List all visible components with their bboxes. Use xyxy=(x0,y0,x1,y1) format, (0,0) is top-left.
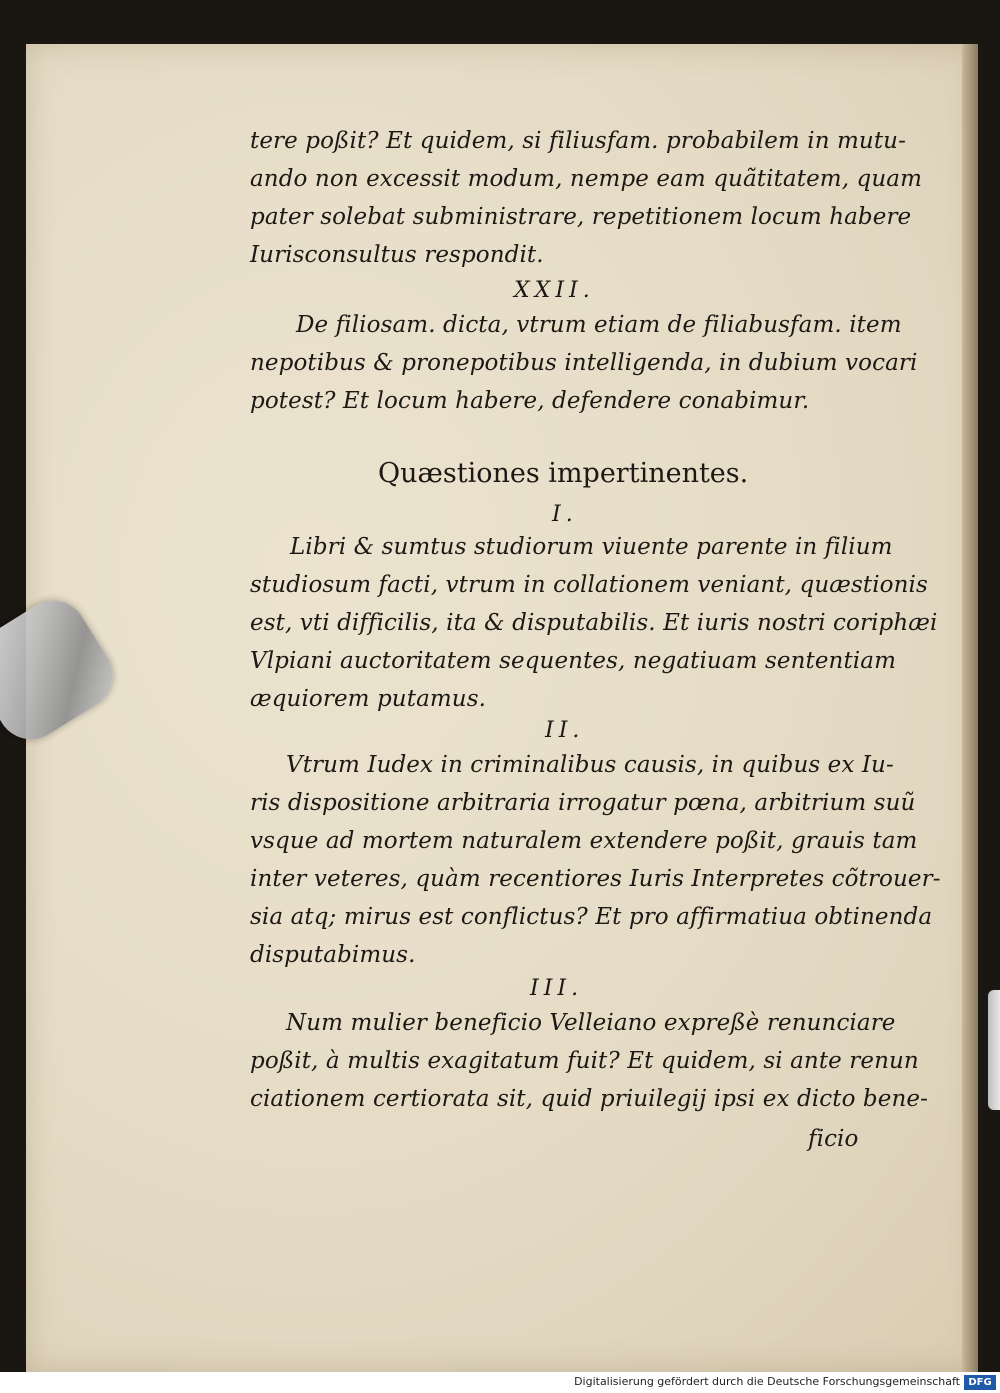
text-line: nepotibus & pronepotibus intelligenda, in dubium vocari xyxy=(250,350,918,376)
funding-note: Digitalisierung gefördert durch die Deutsche Forschungsgemeinschaft xyxy=(574,1375,960,1388)
text-line: Iurisconsultus respondit. xyxy=(250,242,544,268)
text-line: De filiosam. dicta, vtrum etiam de filiabusfam. item xyxy=(296,312,902,338)
text-line: est, vti difficilis, ita & disputabilis. Et iuris nostri coriphæi xyxy=(250,610,938,636)
question-numeral: III. xyxy=(530,976,584,1001)
text-line: vsque ad mortem naturalem extendere poßit, grauis tam xyxy=(250,828,918,854)
text-line: pater solebat subministrare, repetitionem locum habere xyxy=(250,204,912,230)
text-line: potest? Et locum habere, defendere conabimur. xyxy=(250,388,810,414)
section-numeral: XXII. xyxy=(514,278,595,303)
text-line: ciationem certiorata sit, quid priuilegij ipsi ex dicto bene- xyxy=(250,1086,928,1112)
question-numeral: II. xyxy=(545,718,585,743)
text-line: disputabimus. xyxy=(250,942,416,968)
footer-bar xyxy=(0,1372,1000,1393)
text-line: poßit, à multis exagitatum fuit? Et quidem, si ante renun xyxy=(250,1048,919,1074)
page-clip-right xyxy=(988,990,1000,1110)
text-line: æquiorem putamus. xyxy=(250,686,487,712)
text-line: inter veteres, quàm recentiores Iuris Interpretes cõtrouer- xyxy=(250,866,941,892)
text-line: ris dispositione arbitraria irrogatur pœna, arbitrium suũ xyxy=(250,790,916,816)
page-edge xyxy=(962,44,978,1372)
text-line: Vtrum Iudex in criminalibus causis, in quibus ex Iu- xyxy=(286,752,894,778)
text-line: studiosum facti, vtrum in collationem veniant, quæstionis xyxy=(250,572,928,598)
text-line: tere poßit? Et quidem, si filiusfam. probabilem in mutu- xyxy=(250,128,906,154)
text-line: Vlpiani auctoritatem sequentes, negatiuam sententiam xyxy=(250,648,896,674)
page-heading: Quæstiones impertinentes. xyxy=(378,458,749,489)
text-line: Num mulier beneficio Velleiano expreßè renunciare xyxy=(286,1010,896,1036)
text-line: sia atq; mirus est conflictus? Et pro affirmatiua obtinenda xyxy=(250,904,933,930)
catchword: ficio xyxy=(808,1126,859,1152)
question-numeral: I. xyxy=(552,502,578,527)
dfg-logo: DFG xyxy=(964,1375,996,1390)
text-line: Libri & sumtus studiorum viuente parente in filium xyxy=(290,534,893,560)
text-line: ando non excessit modum, nempe eam quãtitatem, quam xyxy=(250,166,922,192)
